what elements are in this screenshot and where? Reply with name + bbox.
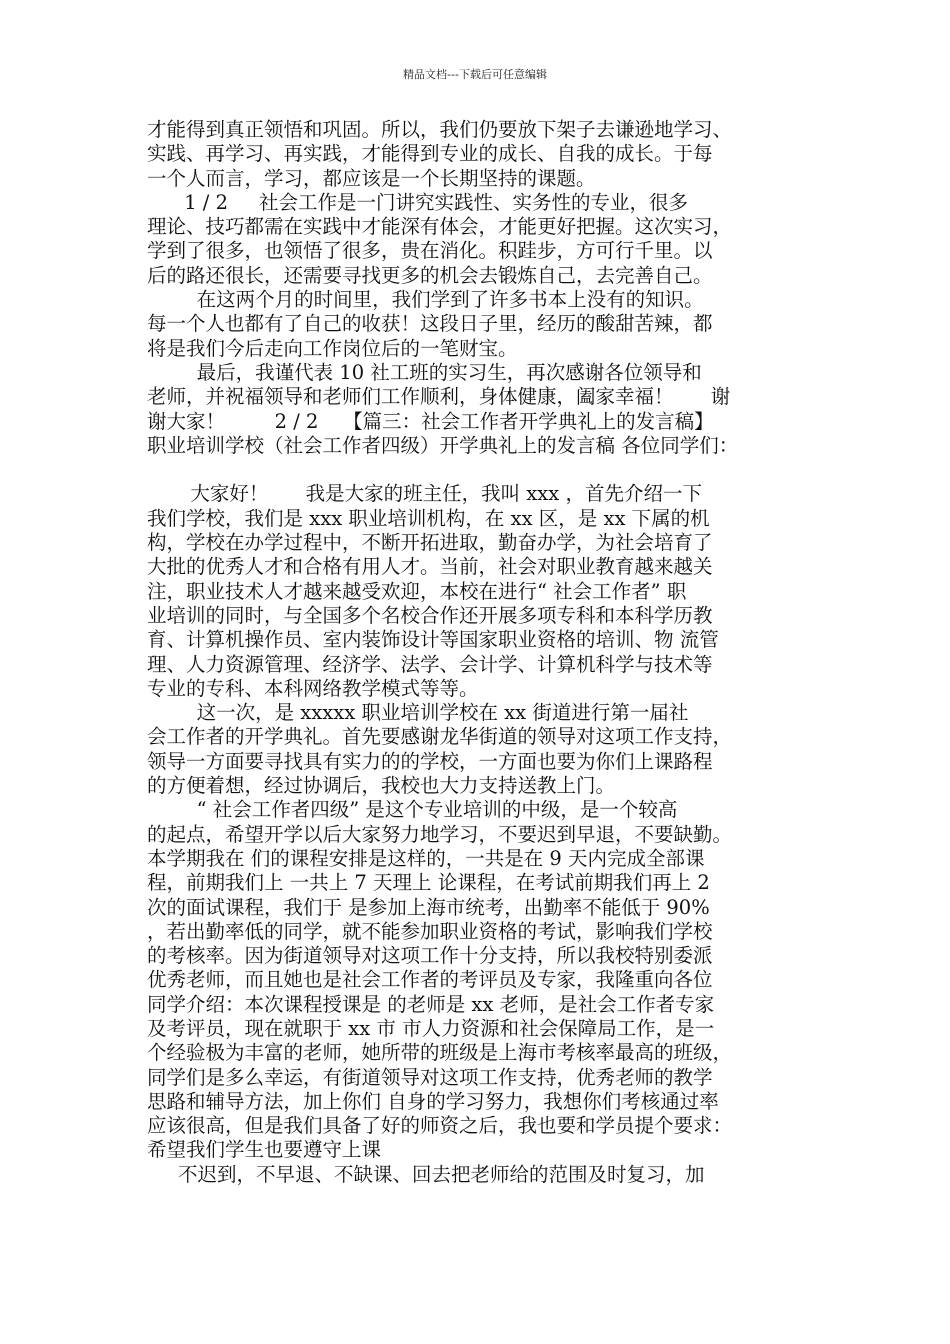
text-line: “ 社会工作者四级” 是这个专业培训的中级，是一个较高 [147, 798, 678, 822]
text-line: 的方便着想，经过协调后，我校也大力支持送教上门。 [147, 774, 616, 798]
text-line: 老师，并祝福领导和老师们工作顺利，身体健康，阖家幸福！ 谢 [147, 385, 731, 409]
text-line: 本学期我在 们的课程安排是这样的，一共是在 9 天内完成全部课 [147, 846, 705, 870]
text-line: 次的面试课程，我们于 是参加上海市统考，出勤率不能低于 90% [147, 895, 710, 919]
text-line: 同学们是多么幸运，有街道领导对这项工作支持，优秀老师的教学 [147, 1065, 713, 1089]
text-line: 同学介绍：本次课程授课是 的老师是 xx 老师，是社会工作者专家 [147, 992, 715, 1016]
text-line: 每一个人也都有了自己的收获！这段日子里，经历的酸甜苦辣，都 [147, 312, 713, 336]
text-line: 程，前期我们上 一共上 7 天理上 论课程，在考试前期我们再上 2 [147, 871, 710, 895]
text-line: 优秀老师，而且她也是社会工作者的考评员及专家，我隆重向各位 [147, 968, 713, 992]
text-line: 职业培训学校（社会工作者四级）开学典礼上的发言稿 各位同学们： [147, 433, 739, 457]
text-line: 1 / 2 社会工作是一门讲究实践性、实务性的专业，很多 [147, 190, 688, 214]
text-line: 专业的专科、本科网络教学模式等等。 [147, 676, 479, 700]
text-line: 谢大家！ 2 / 2 【篇三：社会工作者开学典礼上的发言稿】 [147, 409, 714, 433]
text-line: 希望我们学生也要遵守上课 [147, 1138, 382, 1162]
text-line: ，若出勤率低的同学，就不能参加职业资格的考试，影响我们学校 [147, 919, 713, 943]
text-line: 将是我们今后走向工作岗位后的一笔财宝。 [147, 336, 518, 360]
text-line: 应该很高，但是我们具备了好的师资之后，我也要和学员提个要求： [147, 1114, 733, 1138]
text-line: 注，职业技术人才越来越受欢迎，本校在进行“ 社会工作者” 职 [147, 579, 687, 603]
text-line: 最后，我谨代表 10 社工班的实习生，再次感谢各位领导和 [147, 360, 702, 384]
text-line: 及考评员，现在就职于 xx 市 市人力资源和社会保障局工作，是一 [147, 1016, 715, 1040]
document-body [147, 118, 817, 1187]
text-line: 一个人而言，学习，都应该是一个长期坚持的课题。 [147, 166, 596, 190]
text-line: 构，学校在办学过程中，不断开拓进取，勤奋办学，为社会培育了 [147, 531, 713, 555]
text-line: 育、计算机操作员、室内装饰设计等国家职业资格的培训、物 流管 [147, 628, 719, 652]
text-line: 个经验极为丰富的老师，她所带的班级是上海市考核率最高的班级， [147, 1041, 733, 1065]
text-line: 业培训的同时，与全国多个名校合作还开展多项专科和本科学历教 [147, 603, 713, 627]
text-line: 的考核率。因为街道领导对这项工作十分支持，所以我校特别委派 [147, 944, 713, 968]
text-line: 思路和辅导方法，加上你们 自身的学习努力，我想你们考核通过率 [147, 1089, 719, 1113]
text-line: 才能得到真正领悟和巩固。所以，我们仍要放下架子去谦逊地学习、 [147, 118, 733, 141]
text-line: 大批的优秀人才和合格有用人才。当前，社会对职业教育越来越关 [147, 555, 713, 579]
text-line: 理论、技巧都需在实践中才能深有体会，才能更好把握。这次实习， [147, 215, 733, 239]
text-line [147, 458, 817, 482]
text-line: 学到了很多，也领悟了很多，贵在消化。积跬步，方可行千里。以 [147, 239, 713, 263]
text-line: 不迟到，不早退、不缺课、回去把老师给的范围及时复习，加 [147, 1162, 705, 1186]
text-line: 的起点，希望开学以后大家努力地学习，不要迟到早退，不要缺勤。 [147, 822, 733, 846]
text-line: 理、人力资源管理、经济学、法学、会计学、计算机科学与技术等 [147, 652, 713, 676]
text-line: 领导一方面要寻找具有实力的的学校，一方面也要为你们上课路程 [147, 749, 713, 773]
text-line: 后的路还很长，还需要寻找更多的机会去锻炼自己，去完善自己。 [147, 263, 713, 287]
text-line: 我们学校，我们是 xxx 职业培训机构，在 xx 区，是 xx 下属的机 [147, 506, 710, 530]
text-line: 会工作者的开学典礼。首先要感谢龙华街道的领导对这项工作支持， [147, 725, 733, 749]
text-line: 这一次，是 xxxxx 职业培训学校在 xx 街道进行第一届社 [147, 701, 689, 725]
text-line: 在这两个月的时间里，我们学到了许多书本上没有的知识。 [147, 288, 704, 312]
text-line: 实践、再学习、再实践，才能得到专业的成长、自我的成长。于每 [147, 142, 713, 166]
text-line: 大家好！ 我是大家的班主任，我叫 xxx ，首先介绍一下 [147, 482, 702, 506]
page-header: 精品文档---下载后可任意编辑 [403, 68, 547, 81]
